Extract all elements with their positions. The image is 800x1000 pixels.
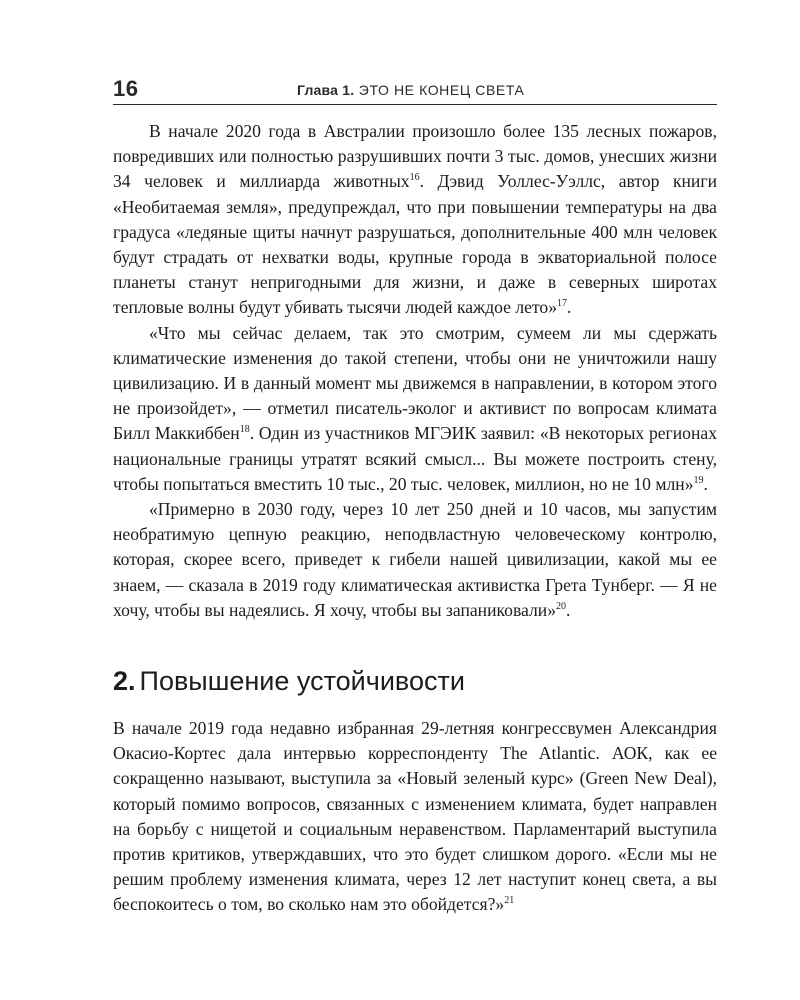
footnote-ref: 16	[409, 172, 420, 184]
footnote-ref: 19	[693, 474, 704, 486]
paragraph: «Что мы сейчас делаем, так это смотрим, сумеем ли мы сдержать климатические изменения до такой степени, чтобы они не уничтожили нашу цивилизацию. И в данный момент мы движемся в направлении, в котором этого не произойдет», — отметил писатель-эколог и активист по вопросам климата Билл Маккиббен$^{18}$. Один из участников МГЭИК заявил: «В некоторых регионах национальные границы утратят всякий смысл... Вы можете построить стену, чтобы попытаться вместить 10 тыс., 20 тыс. человек, миллион, но не 10 млн»$^{19}$.	[113, 322, 717, 494]
page-number: 16	[113, 76, 139, 101]
section-title: Повышение устойчивости	[139, 666, 465, 696]
chapter-title: ЭТО НЕ КОНЕЦ СВЕТА	[358, 82, 525, 98]
running-head	[297, 82, 525, 98]
page-header	[113, 76, 717, 105]
footnote-ref: 21	[504, 895, 515, 907]
section-text	[113, 716, 717, 918]
paragraph: В начале 2020 года в Австралии произошло более 135 лесных пожаров, повредивших или полностью разрушивших почти 3 тыс. домов, унесших жизни 34 человек и миллиарда животных$^{16}$. Дэвид Уоллес-Уэллс, автор книги «Необитаемая земля», предупреждал, что при повышении температуры на два градуса «ледяные щиты начнут разрушаться, дополнительные 400 млн человек будут страдать от нехватки воды, крупные города в экваториальной полосе планеты станут непригодными для жизни, и даже в северных широтах тепловые волны будут убивать тысячи людей каждое лето»$^{17}$.	[113, 121, 717, 318]
chapter-label: Глава 1.	[297, 82, 355, 98]
paragraph: В начале 2019 года недавно избранная 29-летняя конгрессвумен Александрия Окасио-Кортес дала интервью корреспонденту The Atlantic. АОК, как ее сокращенно называют, выступила за «Новый зеленый курс» (Green New Deal), который помимо вопросов, связанных с изменением климата, будет направлен на борьбу с нищетой и социальным неравенством. Парламентарий выступила против критиков, утверждавших, что это будет слишком дорого. «Если мы не решим проблему изменения климата, через 12 лет наступит конец света, а вы беспокоитесь о том, во сколько нам это обойдется?»$^{21}$	[113, 718, 717, 915]
footnote-ref: 20	[556, 600, 566, 612]
book-page	[113, 0, 717, 1000]
paragraph: «Примерно в 2030 году, через 10 лет 250 дней и 10 часов, мы запустим необратимую цепную реакцию, неподвластную человеческому контролю, которая, скорее всего, приведет к гибели нашей цивилизации, какой мы ее знаем, — сказала в 2019 году климатическая активистка Грета Тунберг. — Я не хочу, чтобы вы надеялись. Я хочу, чтобы вы запаниковали»$^{20}$.	[113, 499, 717, 620]
section-number: 2.	[113, 666, 136, 696]
footnote-ref: 18	[239, 424, 250, 436]
section-heading	[113, 666, 717, 706]
footnote-ref: 17	[557, 298, 568, 310]
main-text	[113, 119, 717, 623]
